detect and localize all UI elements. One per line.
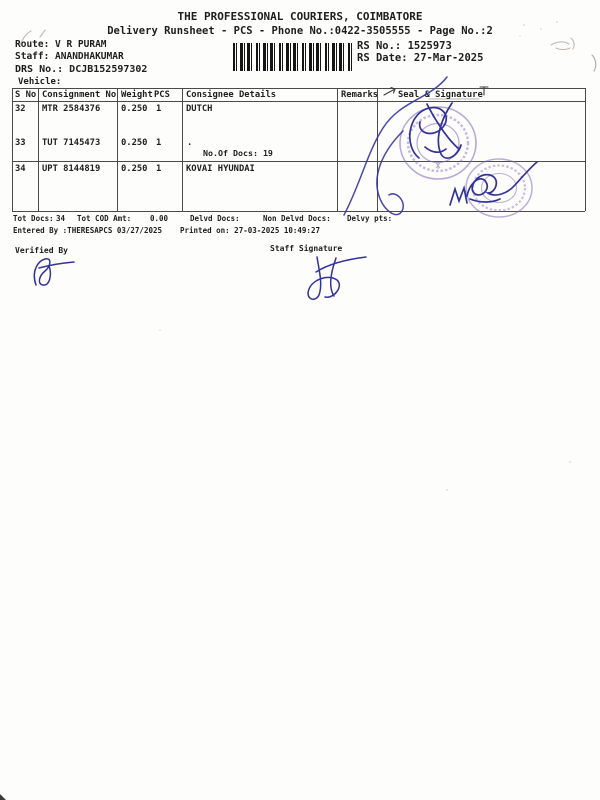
cell-sno: 33 <box>15 138 26 148</box>
cell-consignment: MTR 2584376 <box>42 104 101 114</box>
cell-pcs: 1 <box>156 164 162 174</box>
table-header-divider <box>12 101 585 102</box>
courier-stamp-1-icon <box>400 107 476 179</box>
signature-over-stamp-1 <box>410 103 461 158</box>
cell-weight: 0.250 <box>121 104 148 114</box>
cell-weight: 0.250 <box>121 164 148 174</box>
col-header-seal: Seal & Signature <box>398 90 483 100</box>
barcode-icon <box>233 43 353 71</box>
courier-stamp-2-icon <box>466 159 532 217</box>
table-border-right <box>585 88 586 211</box>
staff-signature-scribble <box>308 257 366 299</box>
cell-docs-note: No.Of Docs: 19 <box>203 148 273 158</box>
col-header-sno: S No <box>15 90 37 100</box>
cell-consignment: TUT 7145473 <box>42 138 101 148</box>
col-header-consignee: Consignee Details <box>186 90 277 100</box>
table-col-line-1 <box>38 88 39 211</box>
cell-consignee: DUTCH <box>186 104 213 114</box>
tot-docs-label: Tot Docs: <box>13 214 54 223</box>
col-header-consignment: Consignment No <box>42 90 117 100</box>
cell-consignment: UPT 8144819 <box>42 164 101 174</box>
non-delvd-docs-label: Non Delvd Docs: <box>263 214 331 223</box>
tot-docs-value: 34 <box>56 214 66 223</box>
cell-consignee: KOVAI HYUNDAI <box>186 164 255 174</box>
verified-by-label: Verified By <box>15 246 68 255</box>
rs-no-field: RS No.: 1525973 <box>357 40 452 52</box>
company-title: THE PROFESSIONAL COURIERS, COIMBATORE <box>177 10 423 23</box>
verified-by-signature <box>34 259 74 285</box>
table-border-top <box>12 88 585 89</box>
table-col-line-5 <box>377 88 378 211</box>
cell-pcs: 1 <box>156 138 162 148</box>
cell-pcs: 1 <box>156 104 162 114</box>
table-border-left <box>12 88 13 211</box>
col-header-remarks: Remarks <box>341 90 379 100</box>
entered-by-field: Entered By :THERESAPCS 03/27/2025 <box>13 226 163 235</box>
table-border-bottom <box>12 211 585 212</box>
tot-cod-value: 0.00 <box>150 214 169 223</box>
table-col-line-4 <box>337 88 338 211</box>
tot-cod-label: Tot COD Amt: <box>77 214 132 223</box>
rs-date-field: RS Date: 27-Mar-2025 <box>357 52 484 64</box>
signature-over-stamp-2 <box>450 162 537 205</box>
delvy-pts-label: Delvy pts: <box>347 214 393 223</box>
cell-consignee: . <box>187 138 193 148</box>
cell-sno: 32 <box>15 104 26 114</box>
table-col-line-2 <box>117 88 118 211</box>
vehicle-field: Vehicle: <box>18 77 62 87</box>
cell-weight: 0.250 <box>121 138 148 148</box>
scan-edge-corner <box>0 794 6 800</box>
drs-no-field: DRS No.: DCJB152597302 <box>15 64 148 75</box>
runsheet-subtitle: Delivery Runsheet - PCS - Phone No.:0422-3505555 - Page No.:2 <box>107 25 493 37</box>
col-header-weight: Weight <box>121 90 153 100</box>
staff-field: Staff: ANANDHAKUMAR <box>15 51 124 62</box>
delvd-docs-label: Delvd Docs: <box>190 214 240 223</box>
staff-signature-label: Staff Signature <box>270 244 343 253</box>
cell-sno: 34 <box>15 164 26 174</box>
table-row-divider <box>12 161 585 162</box>
col-header-pcs: PCS <box>154 90 170 100</box>
route-field: Route: V R PURAM <box>15 39 107 50</box>
table-col-line-3 <box>182 88 183 211</box>
printed-on-field: Printed on: 27-03-2025 10:49:27 <box>180 226 320 235</box>
